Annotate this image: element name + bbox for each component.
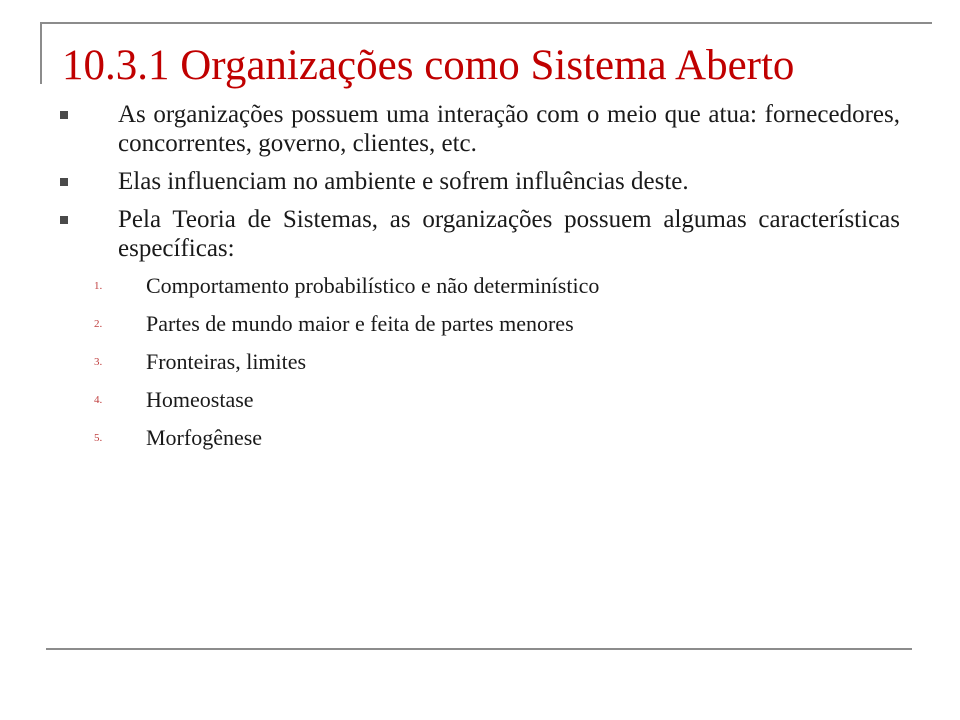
item-text: Morfogênese xyxy=(146,425,263,450)
bullet-text: Pela Teoria de Sistemas, as organizações possuem algumas características específicas: xyxy=(118,206,900,262)
bullet-item xyxy=(58,100,900,158)
slide-title: 10.3.1 Organizações como Sistema Aberto xyxy=(62,42,795,89)
bullet-text: Elas influenciam no ambiente e sofrem influências deste. xyxy=(118,168,689,195)
bullet-item xyxy=(58,205,900,263)
numbered-list xyxy=(58,273,900,463)
numbered-item xyxy=(58,425,900,463)
slide-body xyxy=(58,100,900,463)
item-text: Partes de mundo maior e feita de partes menores xyxy=(146,311,574,336)
square-bullet-icon xyxy=(60,216,68,224)
item-number: 3. xyxy=(94,356,103,368)
square-bullet-icon xyxy=(60,111,68,119)
bullet-text: As organizações possuem uma interação com o meio que atua: fornecedores, concorrentes, governo, clientes, etc. xyxy=(118,101,900,157)
item-number: 5. xyxy=(94,432,103,444)
top-rule xyxy=(40,22,932,24)
numbered-item xyxy=(58,273,900,311)
numbered-item xyxy=(58,349,900,387)
left-rule xyxy=(40,22,42,84)
item-text: Comportamento probabilístico e não determinístico xyxy=(146,273,600,298)
numbered-item xyxy=(58,311,900,349)
bullet-item xyxy=(58,167,900,196)
item-text: Fronteiras, limites xyxy=(146,349,307,374)
item-text: Homeostase xyxy=(146,387,254,412)
square-bullet-icon xyxy=(60,178,68,186)
item-number: 4. xyxy=(94,394,103,406)
item-number: 2. xyxy=(94,318,103,330)
item-number: 1. xyxy=(94,280,103,292)
numbered-item xyxy=(58,387,900,425)
bottom-rule xyxy=(46,648,912,650)
